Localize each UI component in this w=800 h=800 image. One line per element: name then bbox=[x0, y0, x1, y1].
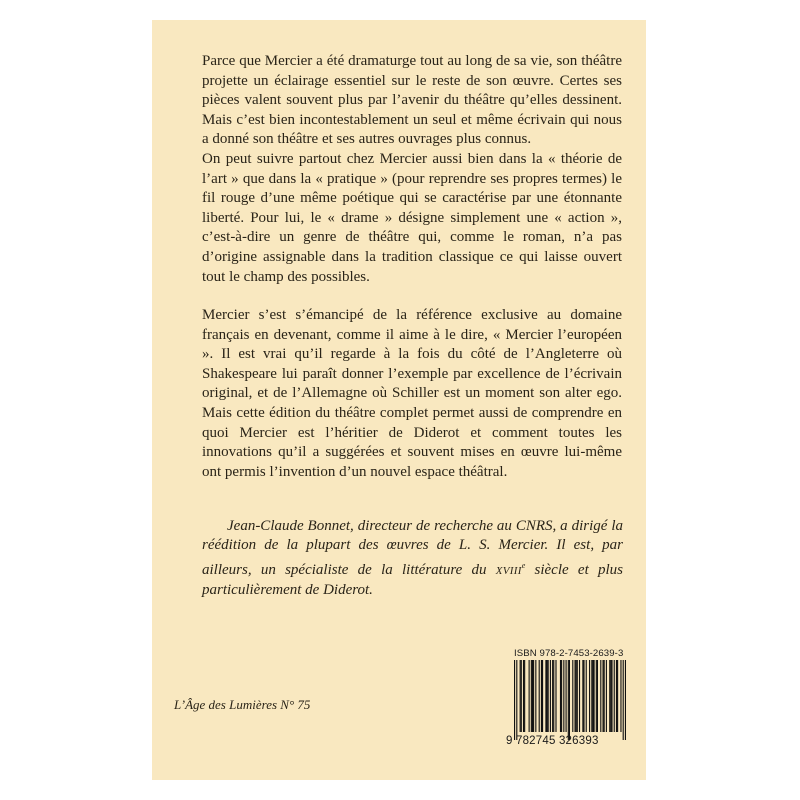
summary-paragraph-2: On peut suivre partout chez Mercier aussi bien dans la « théorie de l’art » que dans la « pratique » (pour reprendre ses propres termes) le fil rouge d’une même poétique qui se caractérise par une étonnante liberté. Pour lui, le « drame » désigne simplement une « action », c’est-à-dire un genre de théâtre qui, comme le roman, n’a pas d’origine assignable dans la tradition classique ce qui laisse ouvert tout le champ des possibles. bbox=[202, 151, 622, 285]
barcode-bar bbox=[542, 660, 543, 732]
barcode-bar bbox=[576, 660, 577, 732]
barcode-bar bbox=[531, 660, 532, 732]
barcode-bar bbox=[560, 660, 561, 732]
barcode-bar bbox=[548, 660, 549, 732]
barcode-bar bbox=[616, 660, 617, 732]
barcode-bar bbox=[541, 660, 542, 732]
summary-paragraph-3: Mercier s’est s’émancipé de la référence exclusive au domaine français en devenant, comme il aime à le dire, « Mercier l’européen ». Il est vrai qu’il regarde à la fois du côté de l’Angleterre où Shakespeare lui paraît donner l’exemple par excellence de l’écrivain original, et de l’Allemagne où Schiller est un moment son alter ego. Mais cette édition du théâtre complet permet aussi de comprendre en quoi Mercier est l’héritier de Diderot et comment toutes les innovations qu’il a suggérées et souvent mises en œuvre lui-même ont permis l’invention d’un nouvel espace théâtral. bbox=[202, 307, 622, 480]
barcode-bar bbox=[566, 660, 567, 732]
barcode-bar bbox=[617, 660, 618, 732]
barcode-bar bbox=[579, 660, 580, 732]
barcode-bar bbox=[594, 660, 595, 732]
collection-title: L’Âge des Lumières N° 75 bbox=[174, 697, 311, 712]
barcode-bar bbox=[561, 660, 562, 732]
isbn-label: ISBN 978-2-7453-2639-3 bbox=[514, 648, 624, 659]
barcode-bar bbox=[583, 660, 584, 732]
century-numeral: XVIII bbox=[495, 564, 522, 577]
barcode-bar bbox=[520, 660, 521, 732]
author-biography-text: Jean-Claude Bonnet, directeur de recherche au CNRS, a dirigé la réédition de la plupart des œuvres de L. S. Mercier. Il est, par ailleurs, un spécialiste de la littérature du bbox=[202, 518, 623, 578]
barcode-bar bbox=[553, 660, 554, 732]
barcode-graphic bbox=[514, 660, 626, 740]
barcode-bar bbox=[529, 660, 530, 732]
century-superscript: e bbox=[521, 560, 526, 570]
barcode-bar bbox=[550, 660, 551, 732]
barcode-bar bbox=[535, 660, 536, 732]
barcode-bar bbox=[625, 660, 626, 740]
barcode-bar bbox=[620, 660, 621, 732]
barcode-bar bbox=[521, 660, 522, 732]
barcode-bar bbox=[606, 660, 607, 732]
barcode-bar bbox=[516, 660, 517, 740]
barcode-bar bbox=[602, 660, 603, 732]
barcode-bar bbox=[524, 660, 525, 732]
barcode-bar bbox=[568, 660, 569, 740]
barcode-bar bbox=[597, 660, 598, 732]
barcode-bar bbox=[582, 660, 583, 732]
author-biography-end: siècle et plus particulièrement de Diderot. bbox=[202, 561, 623, 599]
barcode-bar bbox=[563, 660, 564, 732]
barcode-bar bbox=[589, 660, 590, 732]
barcode-bar bbox=[614, 660, 615, 732]
barcode-bar bbox=[604, 660, 605, 732]
barcode-bar bbox=[523, 660, 524, 732]
barcode-bar bbox=[611, 660, 612, 732]
barcode-bar bbox=[555, 660, 556, 732]
barcode-bar bbox=[545, 660, 546, 732]
barcode-bar bbox=[586, 660, 587, 732]
barcode-bar bbox=[577, 660, 578, 732]
barcode-bar bbox=[596, 660, 597, 732]
ean-digits: 9 782745 326393 bbox=[506, 735, 599, 747]
barcode-bar bbox=[610, 660, 611, 732]
barcode-bar bbox=[609, 660, 610, 732]
barcode-bar bbox=[533, 660, 534, 732]
barcode-bar bbox=[592, 660, 593, 732]
barcode-bar bbox=[600, 660, 601, 732]
barcode-bar bbox=[591, 660, 592, 732]
barcode-bar bbox=[514, 660, 515, 740]
barcode-bar bbox=[574, 660, 575, 732]
author-biography bbox=[202, 517, 623, 601]
barcode-bar bbox=[623, 660, 624, 740]
back-cover bbox=[152, 20, 646, 780]
barcode-bar bbox=[539, 660, 540, 732]
barcode-bar bbox=[552, 660, 553, 732]
barcode-bar bbox=[569, 660, 570, 740]
barcode-bar bbox=[532, 660, 533, 732]
summary-paragraph-1: Parce que Mercier a été dramaturge tout au long de sa vie, son théâtre projette un éclairage essentiel sur le reste de son œuvre. Certes ses pièces valent souvent plus par l’avenir du théâtre qu’elles dessinent. Mais c’est bien incontestablement un seul et même écrivain qui nous a donné son théâtre et ses autres ouvrages plus connus. bbox=[202, 53, 622, 148]
barcode-bar bbox=[546, 660, 547, 732]
barcode-bar bbox=[572, 660, 573, 732]
